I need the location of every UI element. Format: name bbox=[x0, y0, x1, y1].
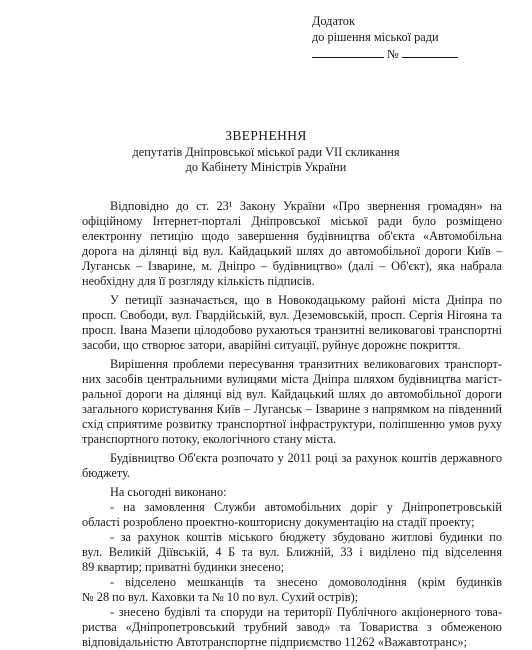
p9-line: - знесено будівлі та споруди на території Публічного акціонерного това- bbox=[110, 605, 502, 619]
p9-line: відповідальністю Автотранспортне підприємство 11262 «Важавтотранс»; bbox=[82, 635, 467, 649]
p3-line: ральної дороги на ділянці від вул. Кайдацький шлях до автомобільної дороги bbox=[82, 387, 502, 401]
p2-line: просп. Івана Мазепи цілодобово рухаються транзитні великовагові транспортні bbox=[82, 323, 502, 337]
p1-line: необхідну для її розгляду кількість підписів. bbox=[82, 274, 315, 288]
annex-decision-line: до рішення міської ради bbox=[312, 30, 439, 44]
p8-line: № 28 по вул. Каховки та № 10 по вул. Сухий острів); bbox=[82, 590, 359, 604]
number-blank bbox=[402, 46, 458, 58]
p3-line: загального користування Київ – Луганськ – Ізварине з напрямком на південний bbox=[82, 402, 502, 416]
document-subtitle-line2: до Кабінету Міністрів України bbox=[185, 160, 347, 174]
p2-line: У петиції зазначається, що в Новокодацькому районі міста Дніпра по bbox=[110, 293, 502, 307]
p4-line: бюджету. bbox=[82, 466, 131, 480]
date-blank bbox=[312, 46, 384, 58]
p4-line: Будівництво Об'єкта розпочато у 2011 році за рахунок коштів державного bbox=[110, 451, 502, 465]
p7-line: - за рахунок коштів міського бюджету збудовано житлові будинки по bbox=[110, 530, 502, 544]
annex-title: Додаток bbox=[312, 14, 355, 28]
annex-number-line bbox=[312, 46, 458, 62]
p1-line: Відповідно до ст. 23¹ Закону України «Про звернення громадян» на bbox=[110, 199, 502, 213]
p3-line: них засобів центральними вулицями міста Дніпра шляхом будівництва магіст- bbox=[82, 372, 502, 386]
p2-line: засоби, що створює затори, аварійні ситуації, руйнує дорожнє покриття. bbox=[82, 338, 461, 352]
p3-line: схід сприятиме розвитку транспортної інфраструктури, поліпшенню умов руху bbox=[82, 417, 502, 431]
p3-line: Вирішення проблеми пересування транзитних великовагових транспорт- bbox=[110, 357, 502, 371]
p7-line: 89 квартир; приватні будинки знесено; bbox=[82, 560, 285, 574]
p1-line: дорога на ділянці від вул. Кайдацький шлях до автомобільної дороги Київ – bbox=[82, 244, 502, 258]
number-sign: № bbox=[387, 47, 399, 61]
document-title: ЗВЕРНЕННЯ bbox=[225, 128, 307, 143]
p6-line: - на замовлення Служби автомобільних доріг у Дніпропетровській bbox=[110, 500, 502, 514]
document-subtitle-line1: депутатів Дніпровської міської ради VII скликання bbox=[132, 145, 400, 159]
p9-line: риства «Дніпропетровський трубний завод» та Товариства з обмеженою bbox=[82, 620, 502, 634]
p1-line: електронну петицію щодо завершення будівництва об'єкта «Автомобільна bbox=[82, 229, 502, 243]
p3-line: транспортного потоку, екологічного стану міста. bbox=[82, 432, 337, 446]
p1-line: офіційному Інтернет-порталі Дніпровської міської ради було розміщено bbox=[82, 214, 502, 228]
p7-line: вул. Великій Діївській, 4 Б та вул. Ближній, 33 і виділено під відселення bbox=[82, 545, 502, 559]
p8-line: - відселено мешканців та знесено домоволодіння (крім будинків bbox=[110, 575, 502, 589]
p2-line: просп. Свободи, вул. Гвардійській, вул. Деземовській, просп. Сергія Нігояна та bbox=[82, 308, 502, 322]
p1-line: Луганськ – Ізварине, м. Дніпро – будівництво» (далі – Об'єкт), яка набрала bbox=[82, 259, 502, 273]
p6-line: області розроблено проектно-кошторисну документацію на стадії проекту; bbox=[82, 515, 475, 529]
p5-line: На сьогодні виконано: bbox=[110, 485, 227, 499]
